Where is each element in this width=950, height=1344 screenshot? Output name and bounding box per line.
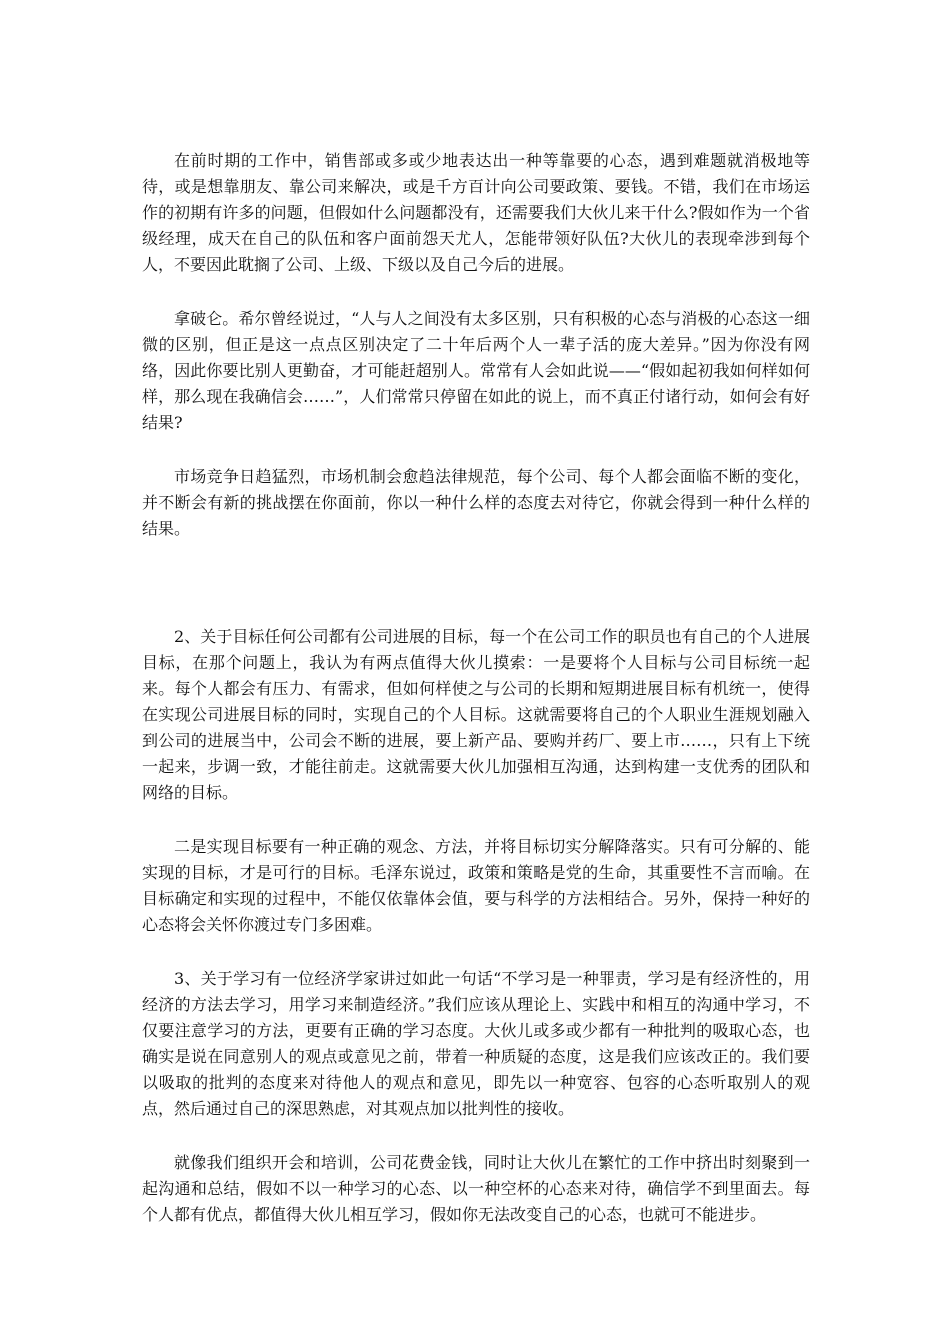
paragraph-napoleon-hill-quote: 拿破仑。希尔曾经说过，“人与人之间没有太多区别，只有积极的心态与消极的心态这一细微的区别，但正是这一点点区别决定了二十年后两个人一辈子活的庞大差异。”因为你没有网络，因此你要比别人更勤奋，才可能赶超别人。常常有人会如此说——“假如起初我如何样如何样，那么现在我确信会……”，人们常常只停留在如此的说上，而不真正付诸行动，如何会有好结果?	[142, 309, 810, 432]
paragraph-section-2-goals: 2、关于目标任何公司都有公司进展的目标，每一个在公司工作的职员也有自己的个人进展目标，在那个问题上，我认为有两点值得大伙儿摸索：一是要将个人目标与公司目标统一起来。每个人都会有压力、有需求，但如何样使之与公司的长期和短期进展目标有机统一，使得在实现公司进展目标的同时，实现自己的个人目标。这就需要将自己的个人职业生涯规划融入到公司的进展当中，公司会不断的进展，要上新产品、要购并药厂、要上市……，只有上下统一起来，步调一致，才能往前走。这就需要大伙儿加强相互沟通，达到构建一支优秀的团队和网络的目标。	[142, 627, 810, 802]
paragraph-section-3-learning: 3、关于学习有一位经济学家讲过如此一句话“不学习是一种罪责，学习是有经济性的，用经济的方法去学习，用学习来制造经济。”我们应该从理论上、实践中和相互的沟通中学习，不仅要注意学习的方法，更要有正确的学习态度。大伙儿或多或少都有一种批判的吸取心态，也确实是说在同意别人的观点或意见之前，带着一种质疑的态度，这是我们应该改正的。我们要以吸取的批判的态度来对待他人的观点和意见，即先以一种宽容、包容的心态听取别人的观点，然后通过自己的深思熟虑，对其观点加以批判性的接收。	[142, 969, 810, 1118]
paragraph-attitude-intro: 在前时期的工作中，销售部或多或少地表达出一种等靠要的心态，遇到难题就消极地等待，或是想靠朋友、靠公司来解决，或是千方百计向公司要政策、要钱。不错，我们在市场运作的初期有许多的问题，但假如什么问题都没有，还需要我们大伙儿来干什么?假如作为一个省级经理，成天在自己的队伍和客户面前怨天尤人，怎能带领好队伍?大伙儿的表现牵涉到每个人，不要因此耽搁了公司、上级、下级以及自己今后的进展。	[142, 151, 810, 274]
paragraph-market-competition: 市场竞争日趋猛烈，市场机制会愈趋法律规范，每个公司、每个人都会面临不断的变化，并不断会有新的挑战摆在你面前，你以一种什么样的态度去对待它，你就会得到一种什么样的结果。	[142, 467, 810, 538]
document-body	[142, 148, 810, 1228]
paragraph-meetings-training: 就像我们组织开会和培训，公司花费金钱，同时让大伙儿在繁忙的工作中挤出时刻聚到一起沟通和总结，假如不以一种学习的心态、以一种空杯的心态来对待，确信学不到里面去。每个人都有优点，都值得大伙儿相互学习，假如你无法改变自己的心态，也就可不能进步。	[142, 1153, 810, 1224]
paragraph-goal-implementation: 二是实现目标要有一种正确的观念、方法，并将目标切实分解降落实。只有可分解的、能实现的目标，才是可行的目标。毛泽东说过，政策和策略是党的生命，其重要性不言而喻。在目标确定和实现的过程中，不能仅依靠体会值，要与科学的方法相结合。另外，保持一种好的心态将会关怀你渡过专门多困难。	[142, 837, 810, 934]
